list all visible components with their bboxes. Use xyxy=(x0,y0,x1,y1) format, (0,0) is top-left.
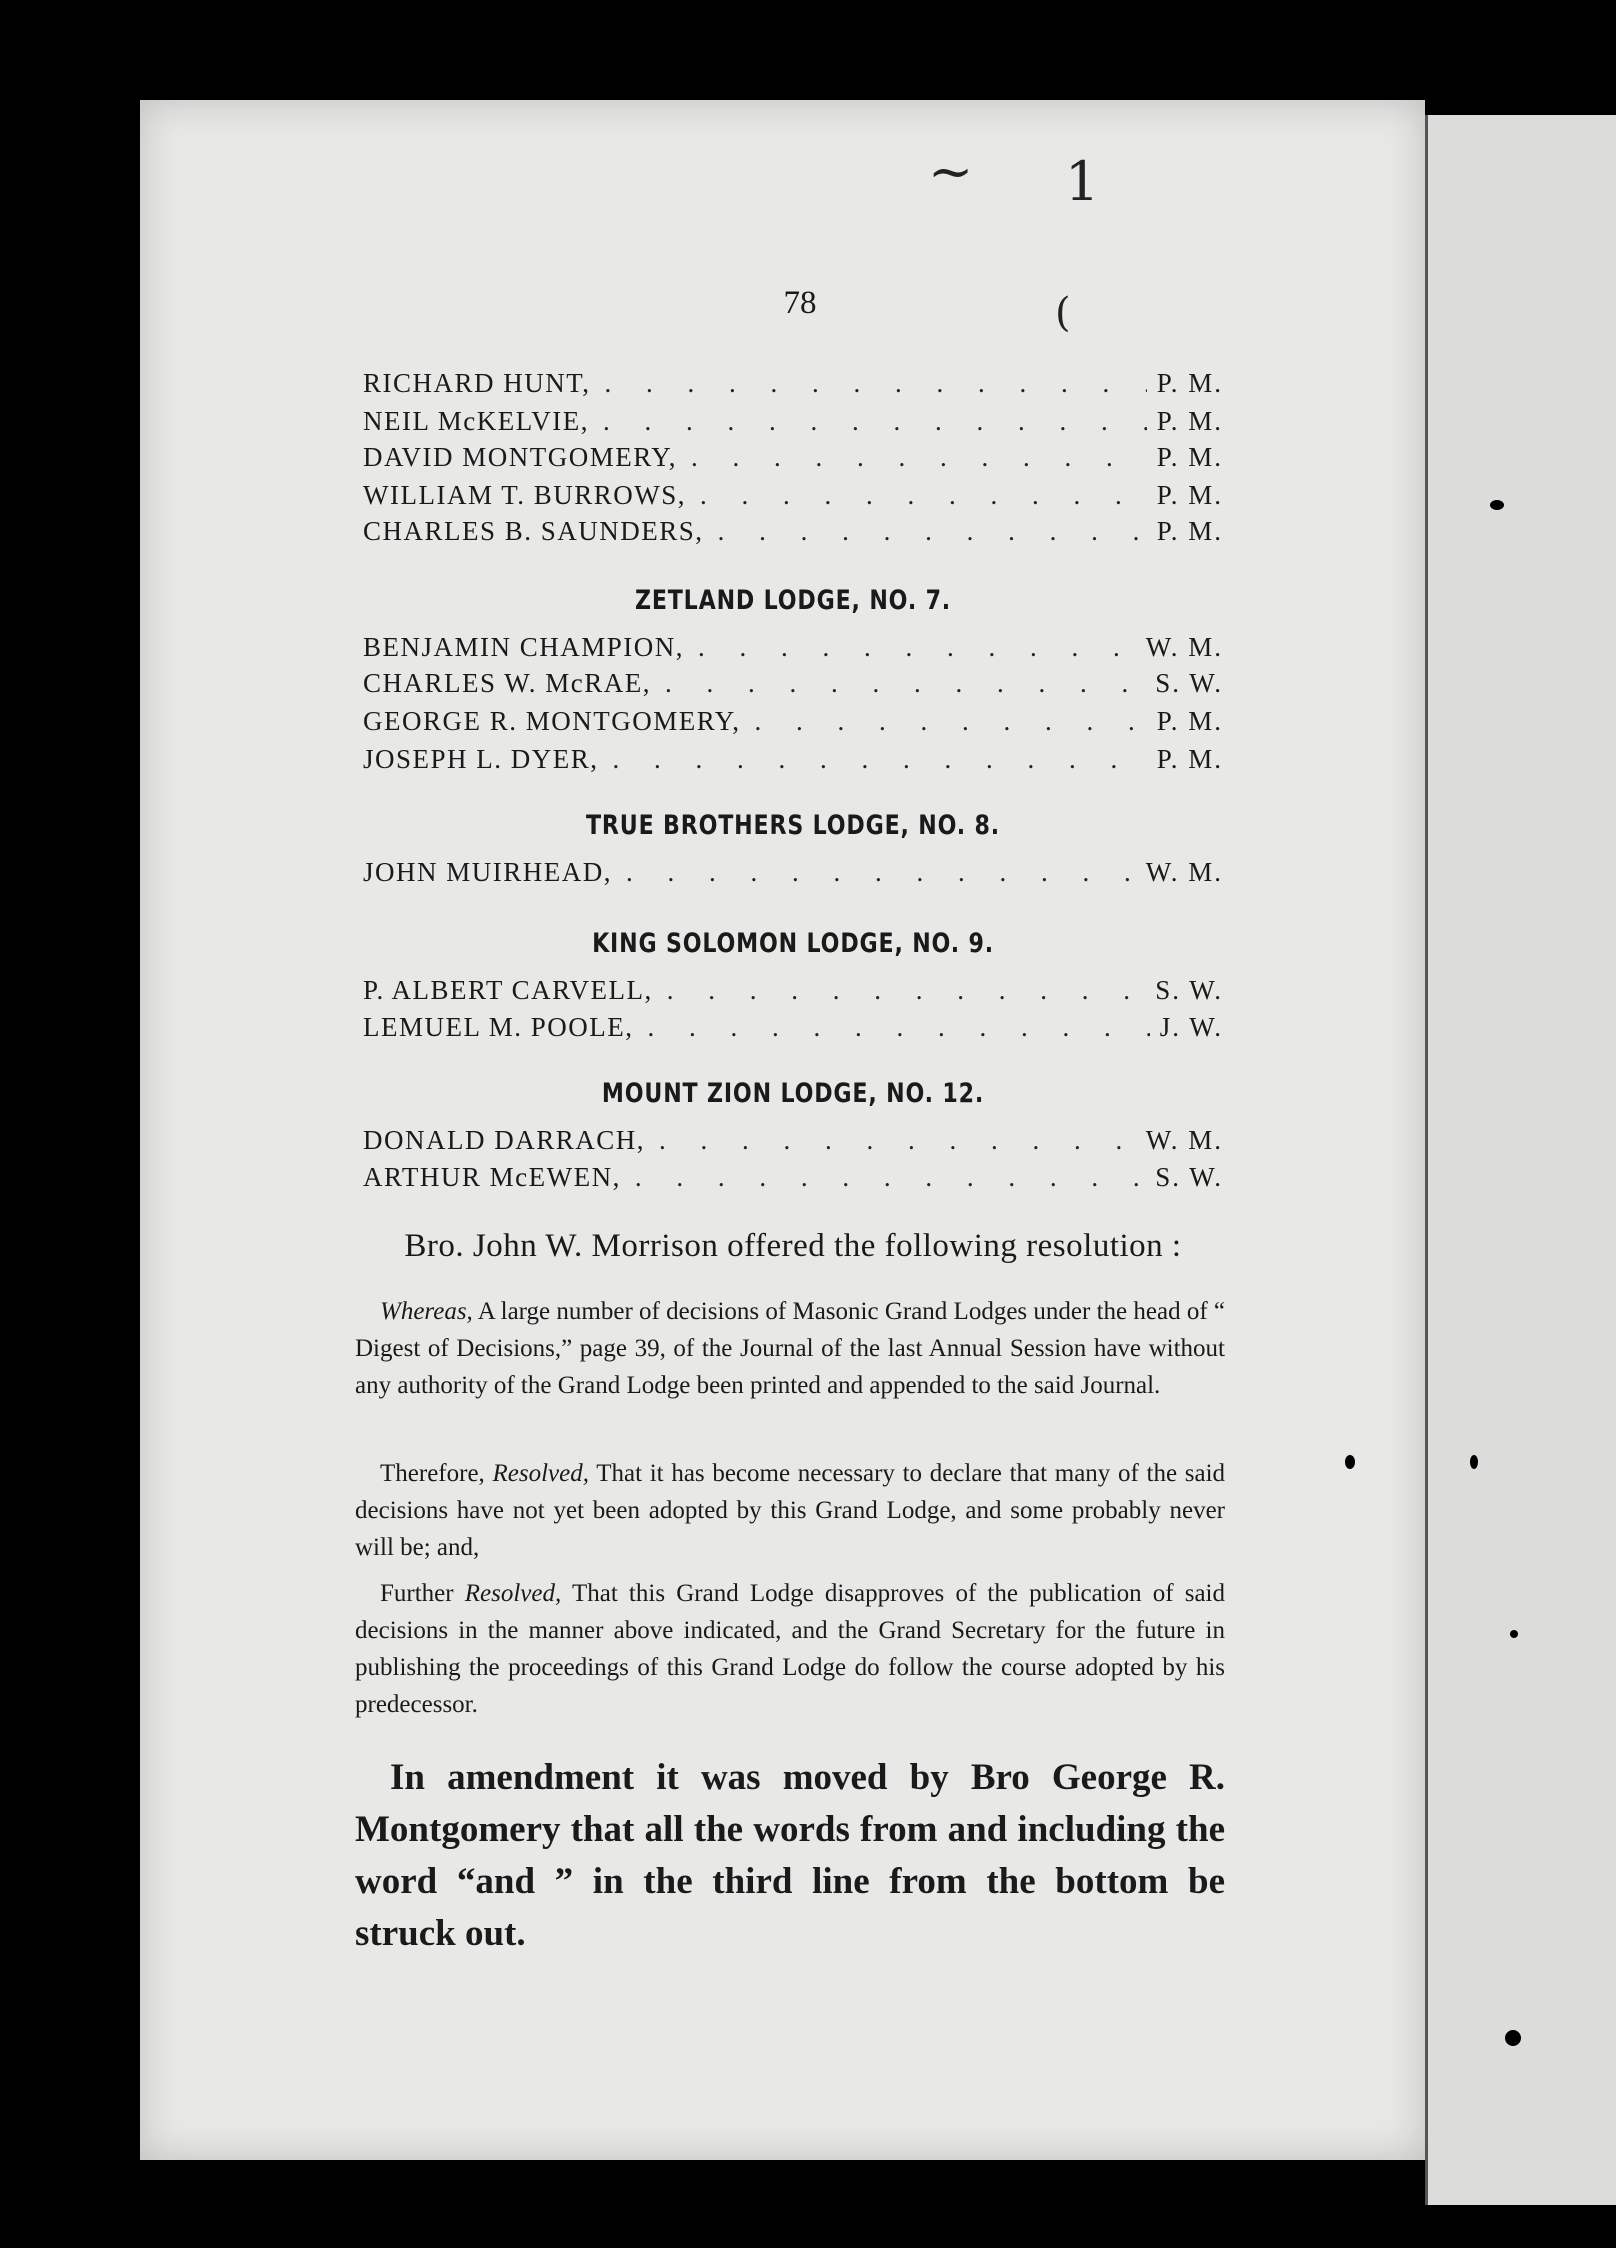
member-title: J. W. xyxy=(1159,1012,1223,1042)
leader-dots xyxy=(603,406,1147,437)
member-title: W. M. xyxy=(1145,1125,1223,1155)
ink-speck xyxy=(1505,2030,1521,2046)
leader-dots xyxy=(626,857,1136,888)
further-text: That this Grand Lodge disapproves of the publication of said decisions in the manner above indicated, and the Grand Secretary for the future in publishing the proceedings of this Grand Lodge do follow the course adopted by his predecessor. xyxy=(355,1580,1225,1718)
leader-dots xyxy=(647,1012,1149,1043)
therefore-pre: Therefore, xyxy=(380,1460,485,1487)
member-entry xyxy=(363,442,1223,482)
member-entry xyxy=(363,632,1223,672)
lodge-heading: KING SOLOMON LODGE, NO. 9. xyxy=(592,928,994,959)
member-entry xyxy=(363,516,1223,556)
further-pre: Further xyxy=(380,1580,454,1607)
member-title: W. M. xyxy=(1145,857,1223,887)
member-name: DAVID MONTGOMERY, xyxy=(363,442,678,472)
ink-speck xyxy=(1510,1630,1518,1638)
ink-speck xyxy=(1490,500,1504,510)
member-name: DONALD DARRACH, xyxy=(363,1125,646,1155)
member-entry xyxy=(363,480,1223,520)
facing-page-edge xyxy=(1425,115,1616,2205)
therefore-paragraph xyxy=(355,1455,1225,1566)
member-entry xyxy=(363,368,1223,408)
member-entry xyxy=(363,706,1223,746)
leader-dots xyxy=(755,706,1147,737)
member-entry xyxy=(363,406,1223,446)
leader-dots xyxy=(665,668,1145,699)
member-name: RICHARD HUNT, xyxy=(363,368,591,398)
leader-dots xyxy=(691,442,1147,473)
handwritten-mark: ( xyxy=(1055,290,1071,336)
member-entry xyxy=(363,975,1223,1015)
leader-dots xyxy=(659,1125,1136,1156)
member-title: P. M. xyxy=(1156,368,1223,398)
member-entry xyxy=(363,857,1223,897)
member-name: CHARLES W. McRAE, xyxy=(363,668,652,698)
lodge-heading: TRUE BROTHERS LODGE, NO. 8. xyxy=(585,810,1001,841)
leader-dots xyxy=(700,480,1147,511)
ink-speck xyxy=(1470,1455,1478,1469)
therefore-text: That it has become necessary to declare that many of the said decisions have not yet been adopted by this Grand Lodge, and some probably never will be; and, xyxy=(355,1460,1226,1561)
resolved-lead: Resolved, xyxy=(492,1460,589,1487)
amendment-text: In amendment it was moved by Bro George R. Montgomery that all the words from and including the word “and ” in the third line from the bottom be struck out. xyxy=(355,1757,1225,1954)
member-entry xyxy=(363,1125,1223,1165)
member-title: S. W. xyxy=(1155,1162,1223,1192)
whereas-text: A large number of decisions of Masonic Grand Lodges under the head of “ Digest of Decisions,” page 39, of the Journal of the last Annual Session have without any authority of the Grand Lodge been printed and appended to the said Journal. xyxy=(355,1298,1226,1399)
member-entry xyxy=(363,1162,1223,1202)
whereas-lead: Whereas, xyxy=(380,1298,473,1325)
whereas-paragraph xyxy=(355,1293,1225,1404)
member-name: JOHN MUIRHEAD, xyxy=(363,857,612,887)
leader-dots xyxy=(613,744,1147,775)
resolution-intro: Bro. John W. Morrison offered the following resolution : xyxy=(404,1228,1182,1264)
member-name: WILLIAM T. BURROWS, xyxy=(363,480,686,510)
handwritten-mark: ~ xyxy=(928,140,974,203)
member-title: P. M. xyxy=(1156,706,1223,736)
member-entry xyxy=(363,668,1223,708)
member-entry xyxy=(363,744,1223,784)
member-name: JOSEPH L. DYER, xyxy=(363,744,599,774)
member-name: CHARLES B. SAUNDERS, xyxy=(363,516,704,546)
member-entry xyxy=(363,1012,1223,1052)
member-title: S. W. xyxy=(1155,975,1223,1005)
lodge-heading: ZETLAND LODGE, NO. 7. xyxy=(634,585,952,616)
leader-dots xyxy=(605,368,1147,399)
leader-dots xyxy=(667,975,1145,1006)
lodge-heading: MOUNT ZION LODGE, NO. 12. xyxy=(601,1078,985,1109)
member-title: P. M. xyxy=(1156,442,1223,472)
page-number: 78 xyxy=(783,285,817,321)
member-title: P. M. xyxy=(1156,516,1223,546)
handwritten-mark: 1 xyxy=(1065,150,1100,213)
ink-speck xyxy=(1345,1455,1355,1469)
member-name: GEORGE R. MONTGOMERY, xyxy=(363,706,741,736)
member-name: BENJAMIN CHAMPION, xyxy=(363,632,685,662)
member-name: P. ALBERT CARVELL, xyxy=(363,975,653,1005)
member-title: P. M. xyxy=(1156,744,1223,774)
leader-dots xyxy=(635,1162,1145,1193)
leader-dots xyxy=(698,632,1136,663)
member-name: LEMUEL M. POOLE, xyxy=(363,1012,634,1042)
member-name: ARTHUR McEWEN, xyxy=(363,1162,621,1192)
member-name: NEIL McKELVIE, xyxy=(363,406,589,436)
further-paragraph xyxy=(355,1575,1225,1723)
member-title: S. W. xyxy=(1155,668,1223,698)
amendment-paragraph xyxy=(355,1752,1225,1960)
resolved-lead: Resolved, xyxy=(464,1580,562,1607)
member-title: P. M. xyxy=(1156,480,1223,510)
member-title: P. M. xyxy=(1156,406,1223,436)
leader-dots xyxy=(718,516,1147,547)
member-title: W. M. xyxy=(1145,632,1223,662)
